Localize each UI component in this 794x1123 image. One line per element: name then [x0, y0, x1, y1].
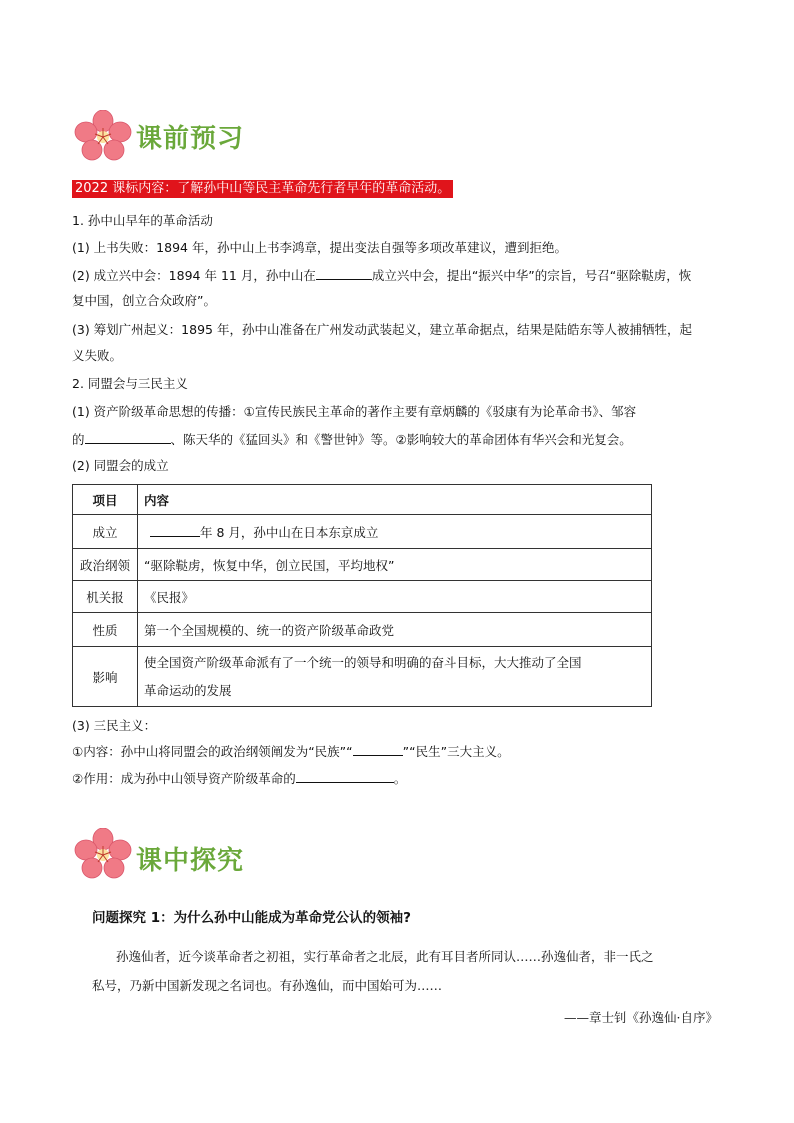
section-header-explore — [74, 828, 314, 880]
table-cell-content — [138, 515, 652, 549]
quote-text: 私号，乃新中国新发现之名词也。有孙逸仙，而中国始可为…… — [92, 978, 443, 993]
text-segment: 革命运动的发展 — [144, 682, 232, 698]
paragraph: (2) 同盟会的成立 — [72, 458, 169, 473]
paragraph: (1) 资产阶级革命思想的传播：①宣传民族民主革命的著作主要有章炳麟的《驳康有为论革命书》、邹容 — [72, 404, 637, 419]
answer-blank[interactable] — [85, 431, 171, 444]
text-segment: (2) 成立兴中会：1894 年 11 月，孙中山在 — [72, 268, 316, 283]
table-cell-item: 政治纲领 — [73, 549, 138, 581]
answer-blank[interactable] — [150, 524, 200, 537]
paragraph: (3) 筹划广州起义：1895 年，孙中山准备在广州发动武装起义，建立革命据点，结果是陆皓东等人被捕牺牲，起 — [72, 322, 692, 337]
text-segment: 使全国资产阶级革命派有了一个统一的领导和明确的奋斗目标，大大推动了全国 — [144, 654, 582, 670]
plum-blossom-icon — [74, 828, 132, 880]
answer-blank[interactable] — [296, 770, 394, 783]
table-cell-item: 成立 — [73, 515, 138, 549]
quote-text: 孙逸仙者，近今谈革命者之初祖，实行革命者之北辰，此有耳目者所同认……孙逸仙者，非一氏之 — [116, 949, 654, 964]
answer-blank[interactable] — [316, 267, 372, 280]
paragraph-fill-blank — [72, 431, 632, 448]
text-segment: 。 — [393, 771, 407, 786]
text-segment: 、陈天华的《猛回头》和《警世钟》等。②影响较大的革命团体有华兴会和光复会。 — [170, 432, 632, 447]
table-header-cell: 内容 — [138, 485, 652, 515]
text-segment: 的 — [72, 432, 85, 447]
table-cell-content: 《民报》 — [138, 581, 652, 613]
section-title: 课前预习 — [136, 124, 245, 154]
paragraph: 义失败。 — [72, 348, 123, 363]
table-cell-content: “驱除鞑虏，恢复中华，创立民国，平均地权” — [138, 549, 652, 581]
table-cell-item: 性质 — [73, 613, 138, 647]
paragraph-fill-blank — [72, 267, 691, 284]
paragraph-fill-blank — [72, 743, 510, 760]
heading-tongmenghui: 2. 同盟会与三民主义 — [72, 376, 188, 391]
text-segment: 年 8 月，孙中山在日本东京成立 — [200, 524, 379, 540]
table-cell-item: 影响 — [73, 647, 138, 707]
text-segment: ②作用：成为孙中山领导资产阶级革命的 — [72, 771, 296, 786]
question-heading: 问题探究 1：为什么孙中山能成为革命党公认的领袖? — [92, 910, 411, 926]
table-header-row — [73, 485, 652, 515]
text-segment: ”“民生”三大主义。 — [402, 744, 510, 759]
quote-source: ——章士钊《孙逸仙·自序》 — [564, 1010, 718, 1025]
table-cell-content: 第一个全国规模的、统一的资产阶级革命政党 — [138, 613, 652, 647]
answer-blank[interactable] — [353, 743, 403, 756]
table-row — [73, 515, 652, 549]
table-row — [73, 647, 652, 707]
text-segment: 成立兴中会，提出“振兴中华”的宗旨，号召“驱除鞑虏，恢 — [371, 268, 692, 283]
section-header-preview — [74, 110, 314, 162]
table-cell-content — [138, 647, 652, 707]
table-cell-item: 机关报 — [73, 581, 138, 613]
table-row — [73, 549, 652, 581]
table-row — [73, 613, 652, 647]
curriculum-banner: 2022 课标内容：了解孙中山等民主革命先行者早年的革命活动。 — [72, 180, 453, 198]
paragraph: 复中国，创立合众政府”。 — [72, 293, 216, 308]
plum-blossom-icon — [74, 110, 132, 162]
table-header-cell: 项目 — [73, 485, 138, 515]
paragraph-fill-blank — [72, 770, 406, 787]
paragraph: (1) 上书失败：1894 年，孙中山上书李鸿章，提出变法自强等多项改革建议，遭到拒绝。 — [72, 240, 567, 255]
heading-early-activities: 1. 孙中山早年的革命活动 — [72, 213, 213, 228]
heading-three-principles: (3) 三民主义： — [72, 718, 157, 733]
section-title: 课中探究 — [136, 846, 245, 876]
table-row — [73, 581, 652, 613]
text-segment: ①内容：孙中山将同盟会的政治纲领阐发为“民族”“ — [72, 744, 353, 759]
tongmenghui-table — [72, 484, 652, 707]
